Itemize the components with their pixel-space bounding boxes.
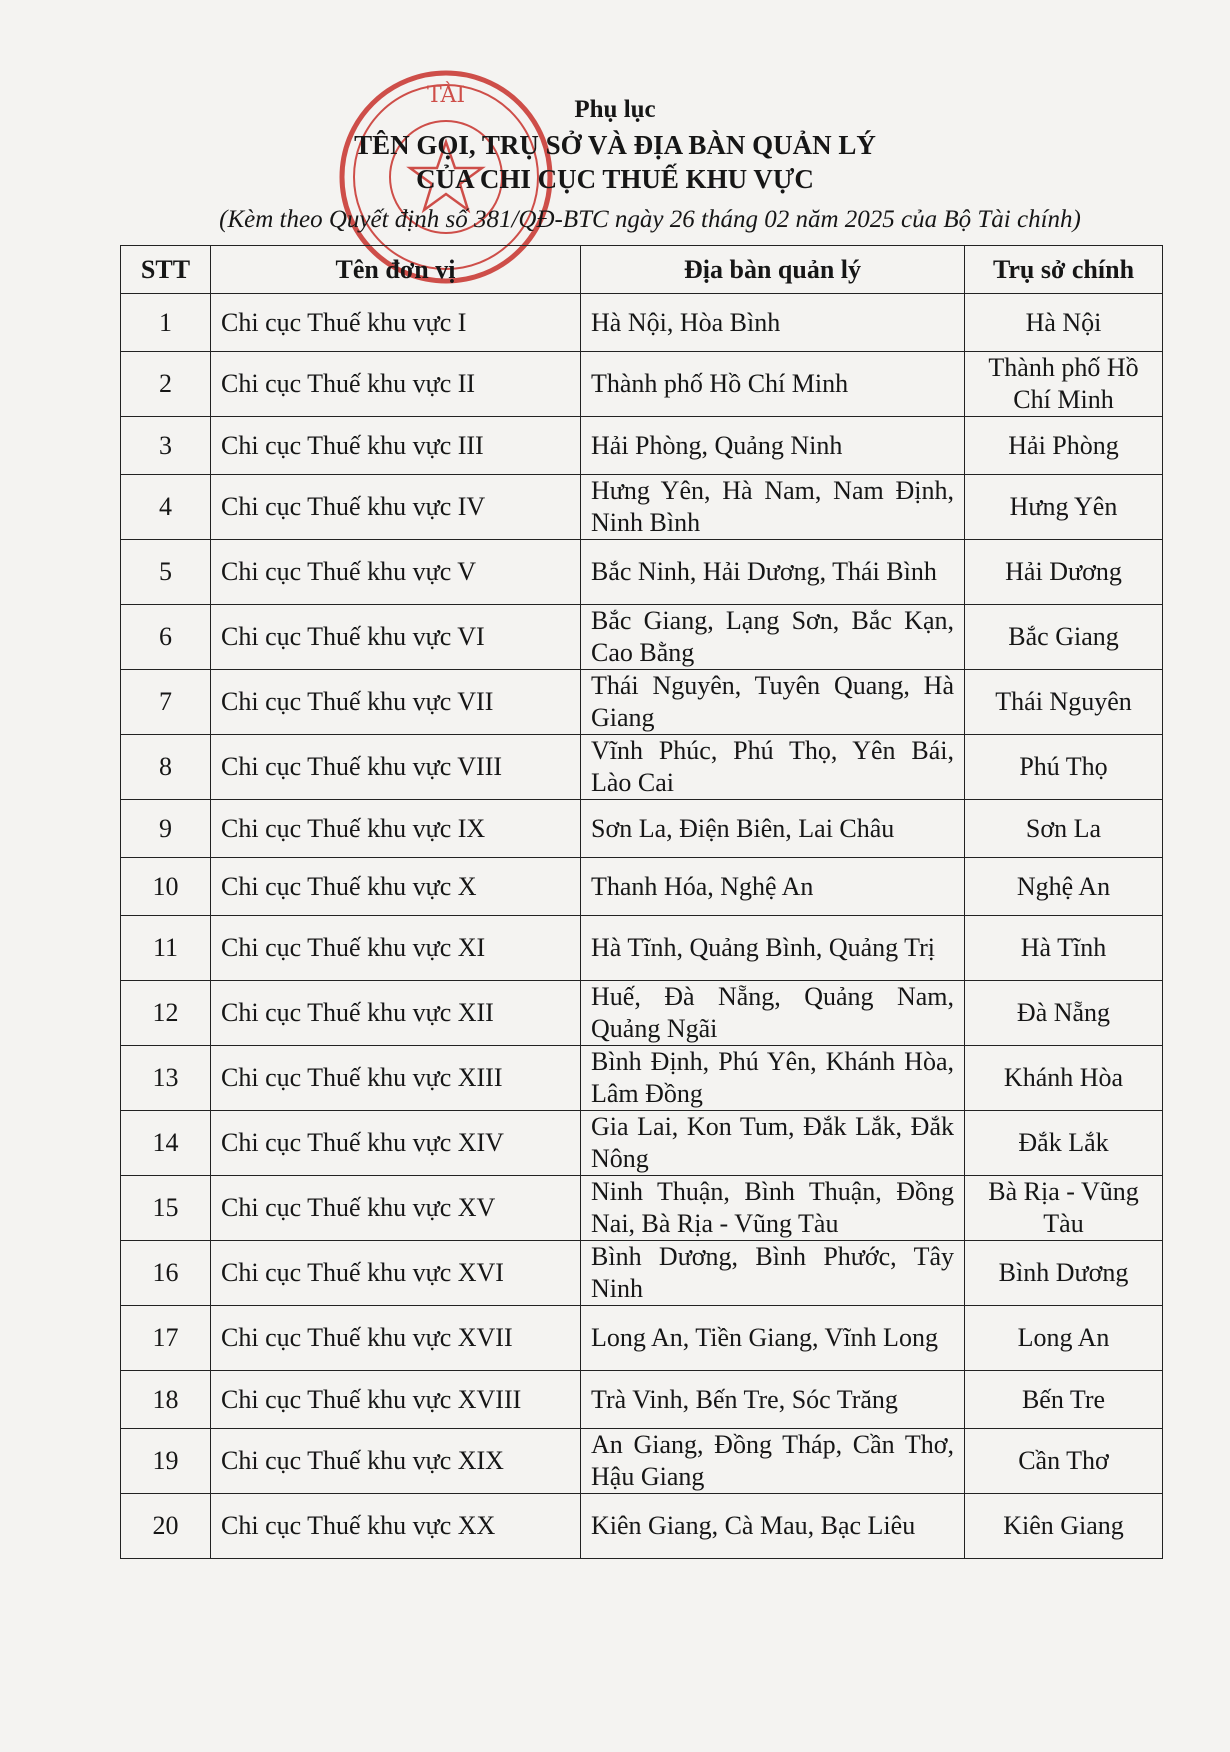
row-area: Thái Nguyên, Tuyên Quang, Hà Giang (581, 670, 965, 735)
row-headquarters: Kiên Giang (965, 1494, 1163, 1559)
row-headquarters: Bà Rịa - Vũng Tàu (965, 1176, 1163, 1241)
row-area: Trà Vinh, Bến Tre, Sóc Trăng (581, 1371, 965, 1429)
row-headquarters: Bến Tre (965, 1371, 1163, 1429)
row-headquarters: Thái Nguyên (965, 670, 1163, 735)
table-row (121, 1494, 1163, 1559)
row-headquarters: Hải Dương (965, 540, 1163, 605)
row-headquarters: Bắc Giang (965, 605, 1163, 670)
table-row (121, 858, 1163, 916)
row-headquarters: Khánh Hòa (965, 1046, 1163, 1111)
table-row (121, 1306, 1163, 1371)
row-unit-name: Chi cục Thuế khu vực XVII (211, 1306, 581, 1371)
row-area: Hải Phòng, Quảng Ninh (581, 417, 965, 475)
row-unit-name: Chi cục Thuế khu vực XVIII (211, 1371, 581, 1429)
row-stt: 8 (121, 735, 211, 800)
table-row (121, 475, 1163, 540)
row-headquarters: Bình Dương (965, 1241, 1163, 1306)
table-row (121, 294, 1163, 352)
row-area: Huế, Đà Nẵng, Quảng Nam, Quảng Ngãi (581, 981, 965, 1046)
column-header-stt: STT (121, 246, 211, 294)
row-area: Sơn La, Điện Biên, Lai Châu (581, 800, 965, 858)
row-area: Hà Tĩnh, Quảng Bình, Quảng Trị (581, 916, 965, 981)
column-header-headquarters: Trụ sở chính (965, 246, 1163, 294)
row-area: Bắc Ninh, Hải Dương, Thái Bình (581, 540, 965, 605)
row-stt: 6 (121, 605, 211, 670)
row-stt: 20 (121, 1494, 211, 1559)
row-stt: 7 (121, 670, 211, 735)
row-unit-name: Chi cục Thuế khu vực II (211, 352, 581, 417)
row-stt: 18 (121, 1371, 211, 1429)
row-stt: 19 (121, 1429, 211, 1494)
row-headquarters: Đà Nẵng (965, 981, 1163, 1046)
column-header-area: Địa bàn quản lý (581, 246, 965, 294)
row-stt: 14 (121, 1111, 211, 1176)
table-row (121, 352, 1163, 417)
row-headquarters: Thành phố Hồ Chí Minh (965, 352, 1163, 417)
row-stt: 10 (121, 858, 211, 916)
row-area: Gia Lai, Kon Tum, Đắk Lắk, Đắk Nông (581, 1111, 965, 1176)
row-headquarters: Long An (965, 1306, 1163, 1371)
table-row (121, 735, 1163, 800)
row-unit-name: Chi cục Thuế khu vực VI (211, 605, 581, 670)
table-header-row (121, 246, 1163, 294)
row-stt: 5 (121, 540, 211, 605)
svg-text:TÀI: TÀI (426, 83, 466, 108)
table-row (121, 605, 1163, 670)
row-headquarters: Cần Thơ (965, 1429, 1163, 1494)
row-area: Ninh Thuận, Bình Thuận, Đồng Nai, Bà Rịa - Vũng Tàu (581, 1176, 965, 1241)
row-unit-name: Chi cục Thuế khu vực XIX (211, 1429, 581, 1494)
table-row (121, 1371, 1163, 1429)
row-stt: 2 (121, 352, 211, 417)
row-area: Bình Định, Phú Yên, Khánh Hòa, Lâm Đồng (581, 1046, 965, 1111)
row-area: Kiên Giang, Cà Mau, Bạc Liêu (581, 1494, 965, 1559)
row-stt: 11 (121, 916, 211, 981)
row-unit-name: Chi cục Thuế khu vực I (211, 294, 581, 352)
row-unit-name: Chi cục Thuế khu vực XV (211, 1176, 581, 1241)
row-unit-name: Chi cục Thuế khu vực III (211, 417, 581, 475)
table-row (121, 670, 1163, 735)
row-unit-name: Chi cục Thuế khu vực VII (211, 670, 581, 735)
row-unit-name: Chi cục Thuế khu vực XIV (211, 1111, 581, 1176)
row-area: An Giang, Đồng Tháp, Cần Thơ, Hậu Giang (581, 1429, 965, 1494)
row-headquarters: Nghệ An (965, 858, 1163, 916)
row-headquarters: Sơn La (965, 800, 1163, 858)
row-unit-name: Chi cục Thuế khu vực XII (211, 981, 581, 1046)
row-headquarters: Hà Nội (965, 294, 1163, 352)
row-stt: 3 (121, 417, 211, 475)
table-row (121, 981, 1163, 1046)
row-area: Long An, Tiền Giang, Vĩnh Long (581, 1306, 965, 1371)
row-stt: 4 (121, 475, 211, 540)
row-area: Bình Dương, Bình Phước, Tây Ninh (581, 1241, 965, 1306)
row-unit-name: Chi cục Thuế khu vực XX (211, 1494, 581, 1559)
table-row (121, 417, 1163, 475)
column-header-unit-name: Tên đơn vị (211, 246, 581, 294)
appendix-label: Phụ lục (574, 96, 656, 123)
row-area: Thanh Hóa, Nghệ An (581, 858, 965, 916)
table-row (121, 540, 1163, 605)
table-row (121, 1111, 1163, 1176)
row-area: Vĩnh Phúc, Phú Thọ, Yên Bái, Lào Cai (581, 735, 965, 800)
document-subtitle: (Kèm theo Quyết định số 381/QĐ-BTC ngày 26 tháng 02 năm 2025 của Bộ Tài chính) (219, 206, 1081, 233)
row-headquarters: Hưng Yên (965, 475, 1163, 540)
row-stt: 1 (121, 294, 211, 352)
row-unit-name: Chi cục Thuế khu vực XI (211, 916, 581, 981)
row-headquarters: Hải Phòng (965, 417, 1163, 475)
tax-region-table (120, 245, 1163, 1559)
row-stt: 16 (121, 1241, 211, 1306)
row-unit-name: Chi cục Thuế khu vực XVI (211, 1241, 581, 1306)
row-stt: 17 (121, 1306, 211, 1371)
row-stt: 12 (121, 981, 211, 1046)
row-area: Bắc Giang, Lạng Sơn, Bắc Kạn, Cao Bằng (581, 605, 965, 670)
table-row (121, 1046, 1163, 1111)
row-unit-name: Chi cục Thuế khu vực IX (211, 800, 581, 858)
table-row (121, 1241, 1163, 1306)
row-stt: 15 (121, 1176, 211, 1241)
row-unit-name: Chi cục Thuế khu vực X (211, 858, 581, 916)
table-row (121, 1176, 1163, 1241)
row-headquarters: Đắk Lắk (965, 1111, 1163, 1176)
row-area: Thành phố Hồ Chí Minh (581, 352, 965, 417)
table-row (121, 800, 1163, 858)
document-title-line2: CỦA CHI CỤC THUẾ KHU VỰC (416, 164, 814, 194)
row-stt: 9 (121, 800, 211, 858)
row-unit-name: Chi cục Thuế khu vực VIII (211, 735, 581, 800)
row-headquarters: Hà Tĩnh (965, 916, 1163, 981)
row-area: Hà Nội, Hòa Bình (581, 294, 965, 352)
row-unit-name: Chi cục Thuế khu vực IV (211, 475, 581, 540)
document-title-line1: TÊN GỌI, TRỤ SỞ VÀ ĐỊA BÀN QUẢN LÝ (354, 130, 876, 160)
row-unit-name: Chi cục Thuế khu vực V (211, 540, 581, 605)
row-headquarters: Phú Thọ (965, 735, 1163, 800)
table-row (121, 1429, 1163, 1494)
row-unit-name: Chi cục Thuế khu vực XIII (211, 1046, 581, 1111)
row-area: Hưng Yên, Hà Nam, Nam Định, Ninh Bình (581, 475, 965, 540)
row-stt: 13 (121, 1046, 211, 1111)
table-row (121, 916, 1163, 981)
